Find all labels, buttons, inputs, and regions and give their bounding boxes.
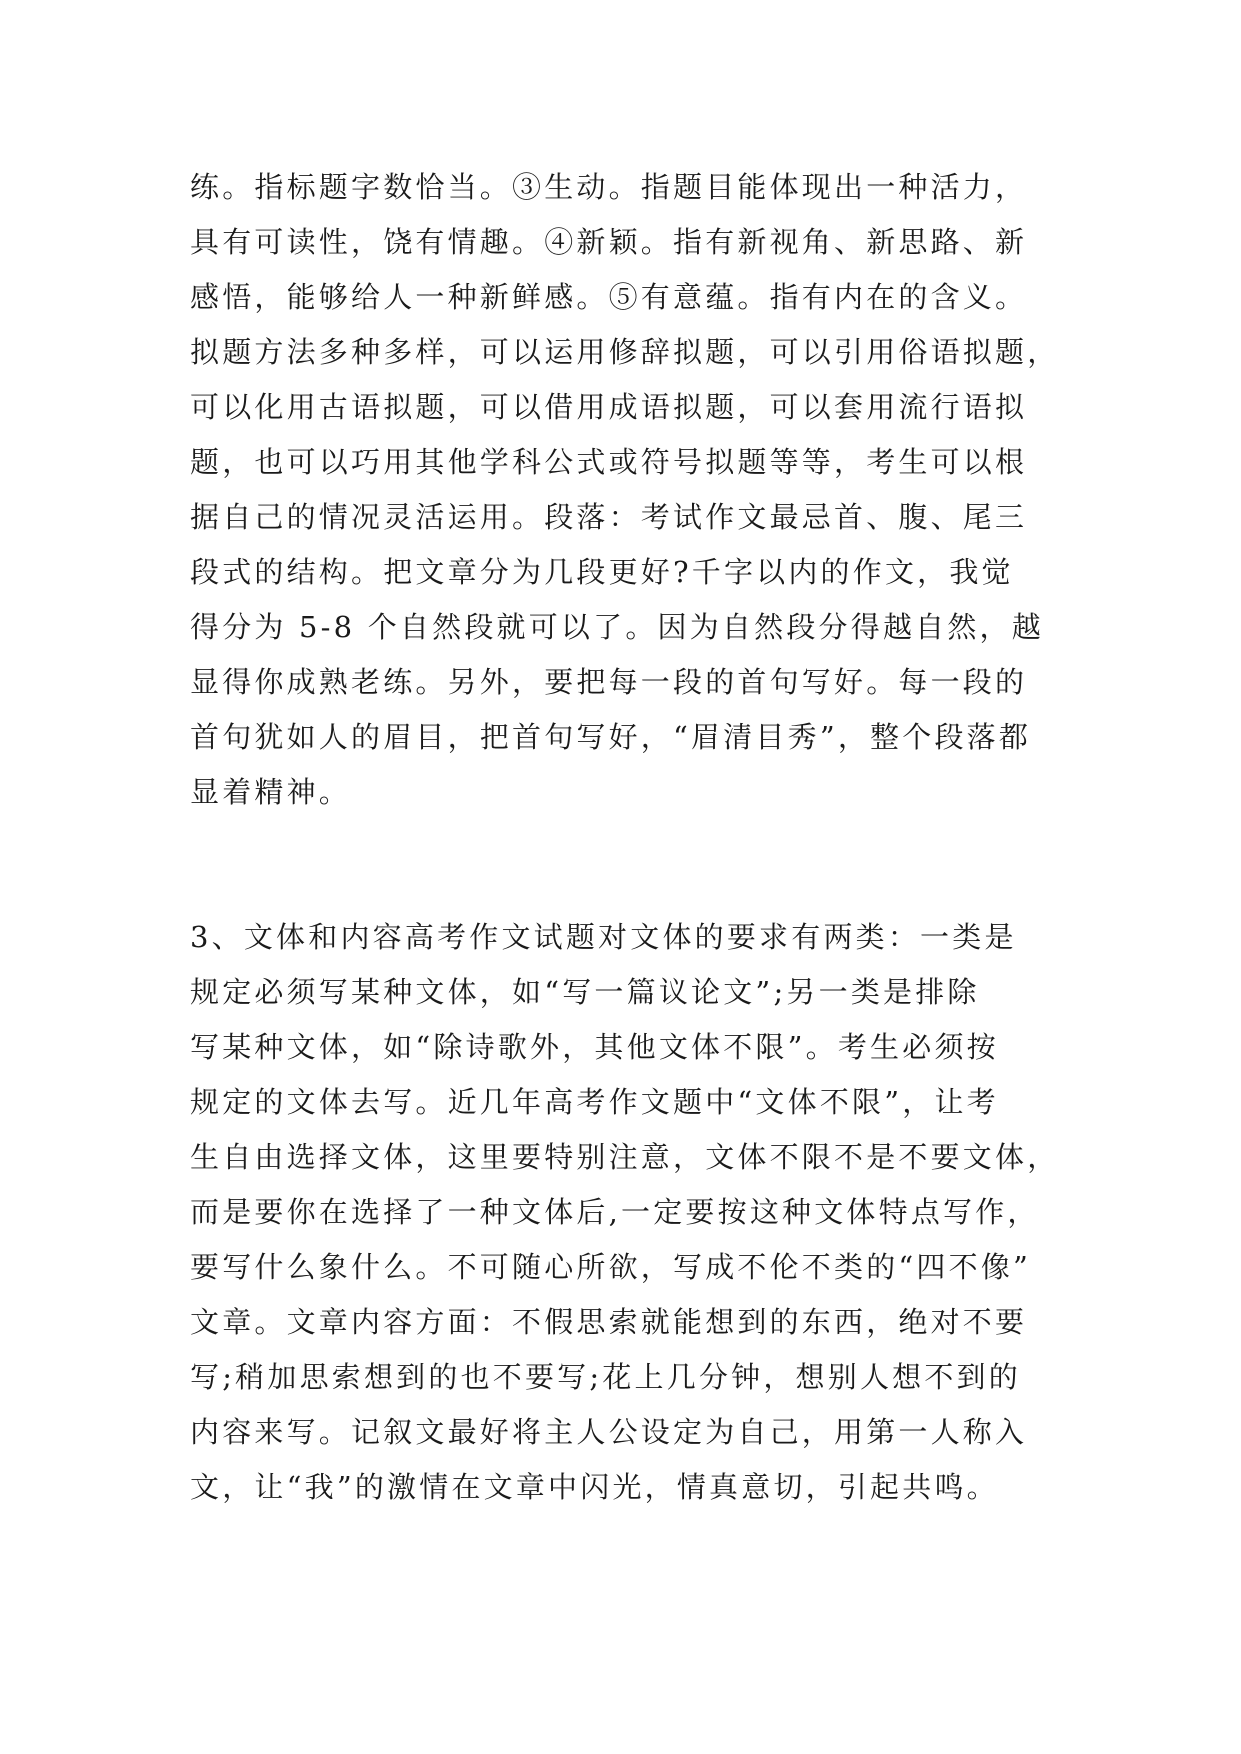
text-line: 写某种文体，如“除诗歌外，其他文体不限”。考生必须按 bbox=[190, 1030, 999, 1064]
text-line: 题，也可以巧用其他学科公式或符号拟题等等，考生可以根 bbox=[190, 445, 1028, 479]
text-line: 写;稍加思索想到的也不要写;花上几分钟，想别人想不到的 bbox=[190, 1360, 1021, 1394]
text-line: 拟题方法多种多样，可以运用修辞拟题，可以引用俗语拟题， bbox=[190, 335, 1060, 369]
text-line: 据自己的情况灵活运用。段落：考试作文最忌首、腹、尾三 bbox=[190, 500, 1028, 534]
text-line: 练。指标题字数恰当。③生动。指题目能体现出一种活力， bbox=[190, 170, 1028, 204]
text-line: 3、文体和内容高考作文试题对文体的要求有两类：一类是 bbox=[190, 920, 1017, 954]
text-line: 要写什么象什么。不可随心所欲，写成不伦不类的“四不像” bbox=[190, 1250, 1032, 1284]
text-line: 感悟，能够给人一种新鲜感。⑤有意蕴。指有内在的含义。 bbox=[190, 280, 1028, 314]
paragraph-style-and-content bbox=[190, 910, 1060, 1515]
text-line: 规定必须写某种文体，如“写一篇议论文”;另一类是排除 bbox=[190, 975, 980, 1009]
text-line: 得分为 5-8 个自然段就可以了。因为自然段分得越自然，越 bbox=[190, 610, 1044, 644]
text-line: 显得你成熟老练。另外，要把每一段的首句写好。每一段的 bbox=[190, 665, 1028, 699]
text-line: 生自由选择文体，这里要特别注意，文体不限不是不要文体， bbox=[190, 1140, 1060, 1174]
text-line: 文，让“我”的激情在文章中闪光，情真意切，引起共鸣。 bbox=[190, 1470, 999, 1504]
paragraph-title-and-paragraphs bbox=[190, 160, 1060, 820]
text-line: 内容来写。记叙文最好将主人公设定为自己，用第一人称入 bbox=[190, 1415, 1028, 1449]
text-line: 文章。文章内容方面：不假思索就能想到的东西，绝对不要 bbox=[190, 1305, 1028, 1339]
text-line: 而是要你在选择了一种文体后,一定要按这种文体特点写作， bbox=[190, 1195, 1040, 1229]
text-line: 首句犹如人的眉目，把首句写好，“眉清目秀”，整个段落都 bbox=[190, 720, 1032, 754]
text-line: 可以化用古语拟题，可以借用成语拟题，可以套用流行语拟 bbox=[190, 390, 1028, 424]
text-line: 显着精神。 bbox=[190, 775, 352, 809]
text-line: 具有可读性，饶有情趣。④新颖。指有新视角、新思路、新 bbox=[190, 225, 1028, 259]
text-line: 段式的结构。把文章分为几段更好?千字以内的作文，我觉 bbox=[190, 555, 1014, 589]
text-line: 规定的文体去写。近几年高考作文题中“文体不限”，让考 bbox=[190, 1085, 999, 1119]
